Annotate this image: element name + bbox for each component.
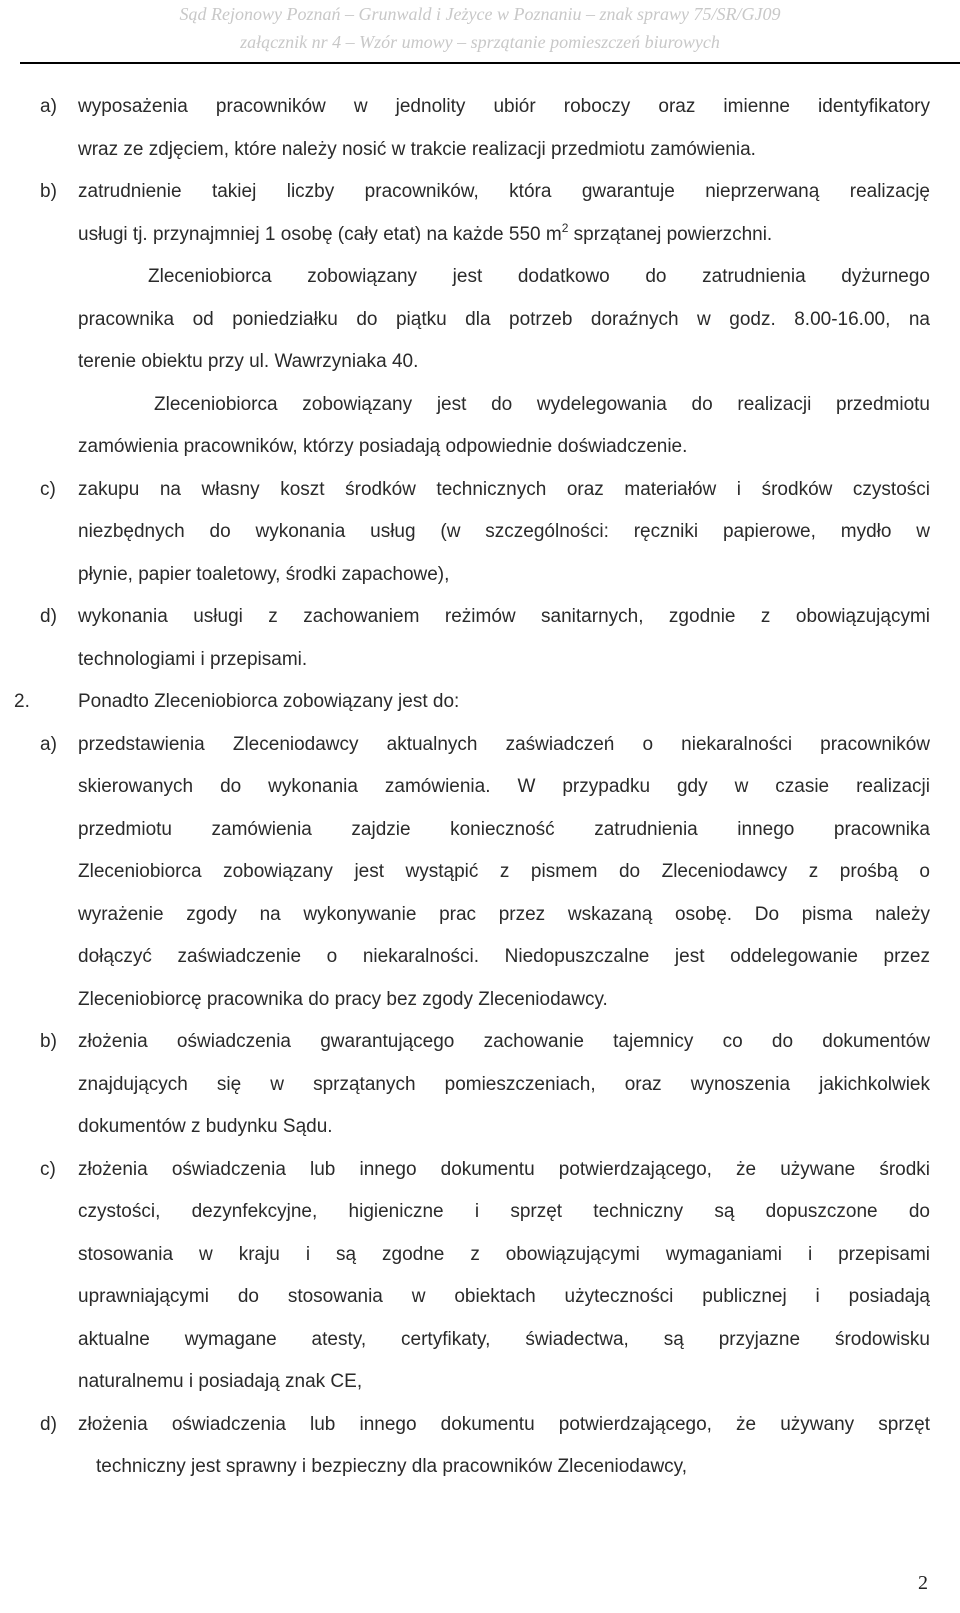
text-line: zamówienia pracowników, którzy posiadają odpowiednie doświadczenie.	[78, 436, 688, 457]
item-label: b)	[40, 1031, 57, 1052]
text-line: wyposażenia pracowników w jednolity ubiór roboczy oraz imienne identyfikatory	[78, 96, 930, 117]
text-line: złożenia oświadczenia lub innego dokumentu potwierdzającego, że używane środki	[78, 1158, 930, 1180]
header-rule	[20, 62, 960, 64]
item-label: b)	[40, 181, 57, 202]
text-line: dokumentów z budynku Sądu.	[78, 1116, 333, 1137]
list-item-2d	[40, 1404, 930, 1447]
text-line: terenie obiektu przy ul. Wawrzyniaka 40.	[78, 351, 419, 372]
item-label: d)	[40, 1413, 57, 1435]
paragraph-delegation	[78, 384, 930, 469]
text-line: zakupu na własny koszt środków technicznych oraz materiałów i środków czystości	[78, 478, 930, 500]
document-body	[0, 86, 960, 1489]
text-line: pracownika od poniedziałku do piątku dla potrzeb doraźnych w godz. 8.00-16.00, na	[78, 308, 930, 330]
text-line: Zleceniobiorca zobowiązany jest wystąpić z pismem do Zleceniodawcy z prośbą o	[78, 861, 930, 882]
text-line: płynie, papier toaletowy, środki zapachowe),	[78, 563, 450, 585]
superscript: 2	[561, 220, 569, 235]
text-fragment: sprzątanej powierzchni.	[568, 223, 773, 245]
text-line: technologiami i przepisami.	[78, 648, 308, 670]
text-line: stosowania w kraju i są zgodne z obowiązującymi wymaganiami i przepisami	[78, 1243, 930, 1265]
text-line	[78, 214, 930, 257]
text-line: Zleceniobiorca zobowiązany jest dodatkowo do zatrudnienia dyżurnego	[148, 266, 930, 287]
text-line: dołączyć zaświadczenie o niekaralności. Niedopuszczalne jest oddelegowanie przez	[78, 946, 930, 967]
text-line: przedstawienia Zleceniodawcy aktualnych zaświadczeń o niekaralności pracowników	[78, 733, 930, 755]
text-line: Zleceniobiorcę pracownika do pracy bez zgody Zleceniodawcy.	[78, 988, 608, 1010]
text-line: wykonania usługi z zachowaniem reżimów sanitarnych, zgodnie z obowiązującymi	[78, 606, 930, 627]
list-item-2d-continuation	[96, 1446, 930, 1489]
item-label: c)	[40, 1158, 56, 1180]
text-fragment: usługi tj. przynajmniej 1 osobę (cały etat) na każde 550 m	[78, 223, 562, 245]
text-line: niezbędnych do wykonania usług (w szczególności: ręczniki papierowe, mydło w	[78, 521, 930, 542]
header-line-1: Sąd Rejonowy Poznań – Grunwald i Jeżyce w Poznaniu – znak sprawy 75/SR/GJ09	[179, 4, 781, 24]
list-item-1b	[40, 171, 930, 256]
text-line: przedmiotu zamówienia zajdzie konieczność zatrudnienia innego pracownika	[78, 818, 930, 840]
text-line: skierowanych do wykonania zamówienia. W przypadku gdy w czasie realizacji	[78, 776, 930, 797]
text-line: znajdujących się w sprzątanych pomieszczeniach, oraz wynoszenia jakichkolwiek	[78, 1073, 930, 1095]
list-item-2c	[40, 1149, 930, 1404]
page-header	[0, 0, 960, 56]
paragraph-duty-worker	[78, 256, 930, 384]
text-line: wraz ze zdjęciem, które należy nosić w trakcie realizacji przedmiotu zamówienia.	[78, 138, 756, 160]
item-label: d)	[40, 606, 57, 627]
text-line: uprawniającymi do stosowania w obiektach użyteczności publicznej i posiadają	[78, 1286, 930, 1307]
text-line: wyrażenie zgody na wykonywanie prac przez wskazaną osobę. Do pisma należy	[78, 903, 930, 925]
text-line: Zleceniobiorca zobowiązany jest do wydelegowania do realizacji przedmiotu	[154, 393, 930, 415]
list-item-2a	[40, 724, 930, 1022]
header-line-2: załącznik nr 4 – Wzór umowy – sprzątanie pomieszczeń biurowych	[240, 32, 720, 52]
text-line: zatrudnienie takiej liczby pracowników, która gwarantuje nieprzerwaną realizację	[78, 181, 930, 202]
list-item-2b	[40, 1021, 930, 1149]
list-item-1c	[40, 469, 930, 597]
text-line: naturalnemu i posiadają znak CE,	[78, 1371, 363, 1392]
text-line: czystości, dezynfekcyjne, higieniczne i sprzęt techniczny są dopuszczone do	[78, 1201, 930, 1222]
list-item-1a	[40, 86, 930, 171]
numbered-item-2	[14, 681, 930, 724]
page-number: 2	[918, 1572, 928, 1594]
item-label: a)	[40, 96, 57, 117]
item-label: a)	[40, 733, 57, 755]
item-label: c)	[40, 478, 56, 500]
text-line: techniczny jest sprawny i bezpieczny dla pracowników Zleceniodawcy,	[96, 1456, 688, 1477]
text-line: złożenia oświadczenia gwarantującego zachowanie tajemnicy co do dokumentów	[78, 1031, 930, 1052]
section-intro: Ponadto Zleceniobiorca zobowiązany jest do:	[78, 691, 460, 712]
list-item-1d	[40, 596, 930, 681]
text-line: złożenia oświadczenia lub innego dokumentu potwierdzającego, że używany sprzęt	[78, 1413, 930, 1435]
text-line: aktualne wymagane atesty, certyfikaty, świadectwa, są przyjazne środowisku	[78, 1328, 930, 1350]
item-number: 2.	[14, 691, 30, 712]
